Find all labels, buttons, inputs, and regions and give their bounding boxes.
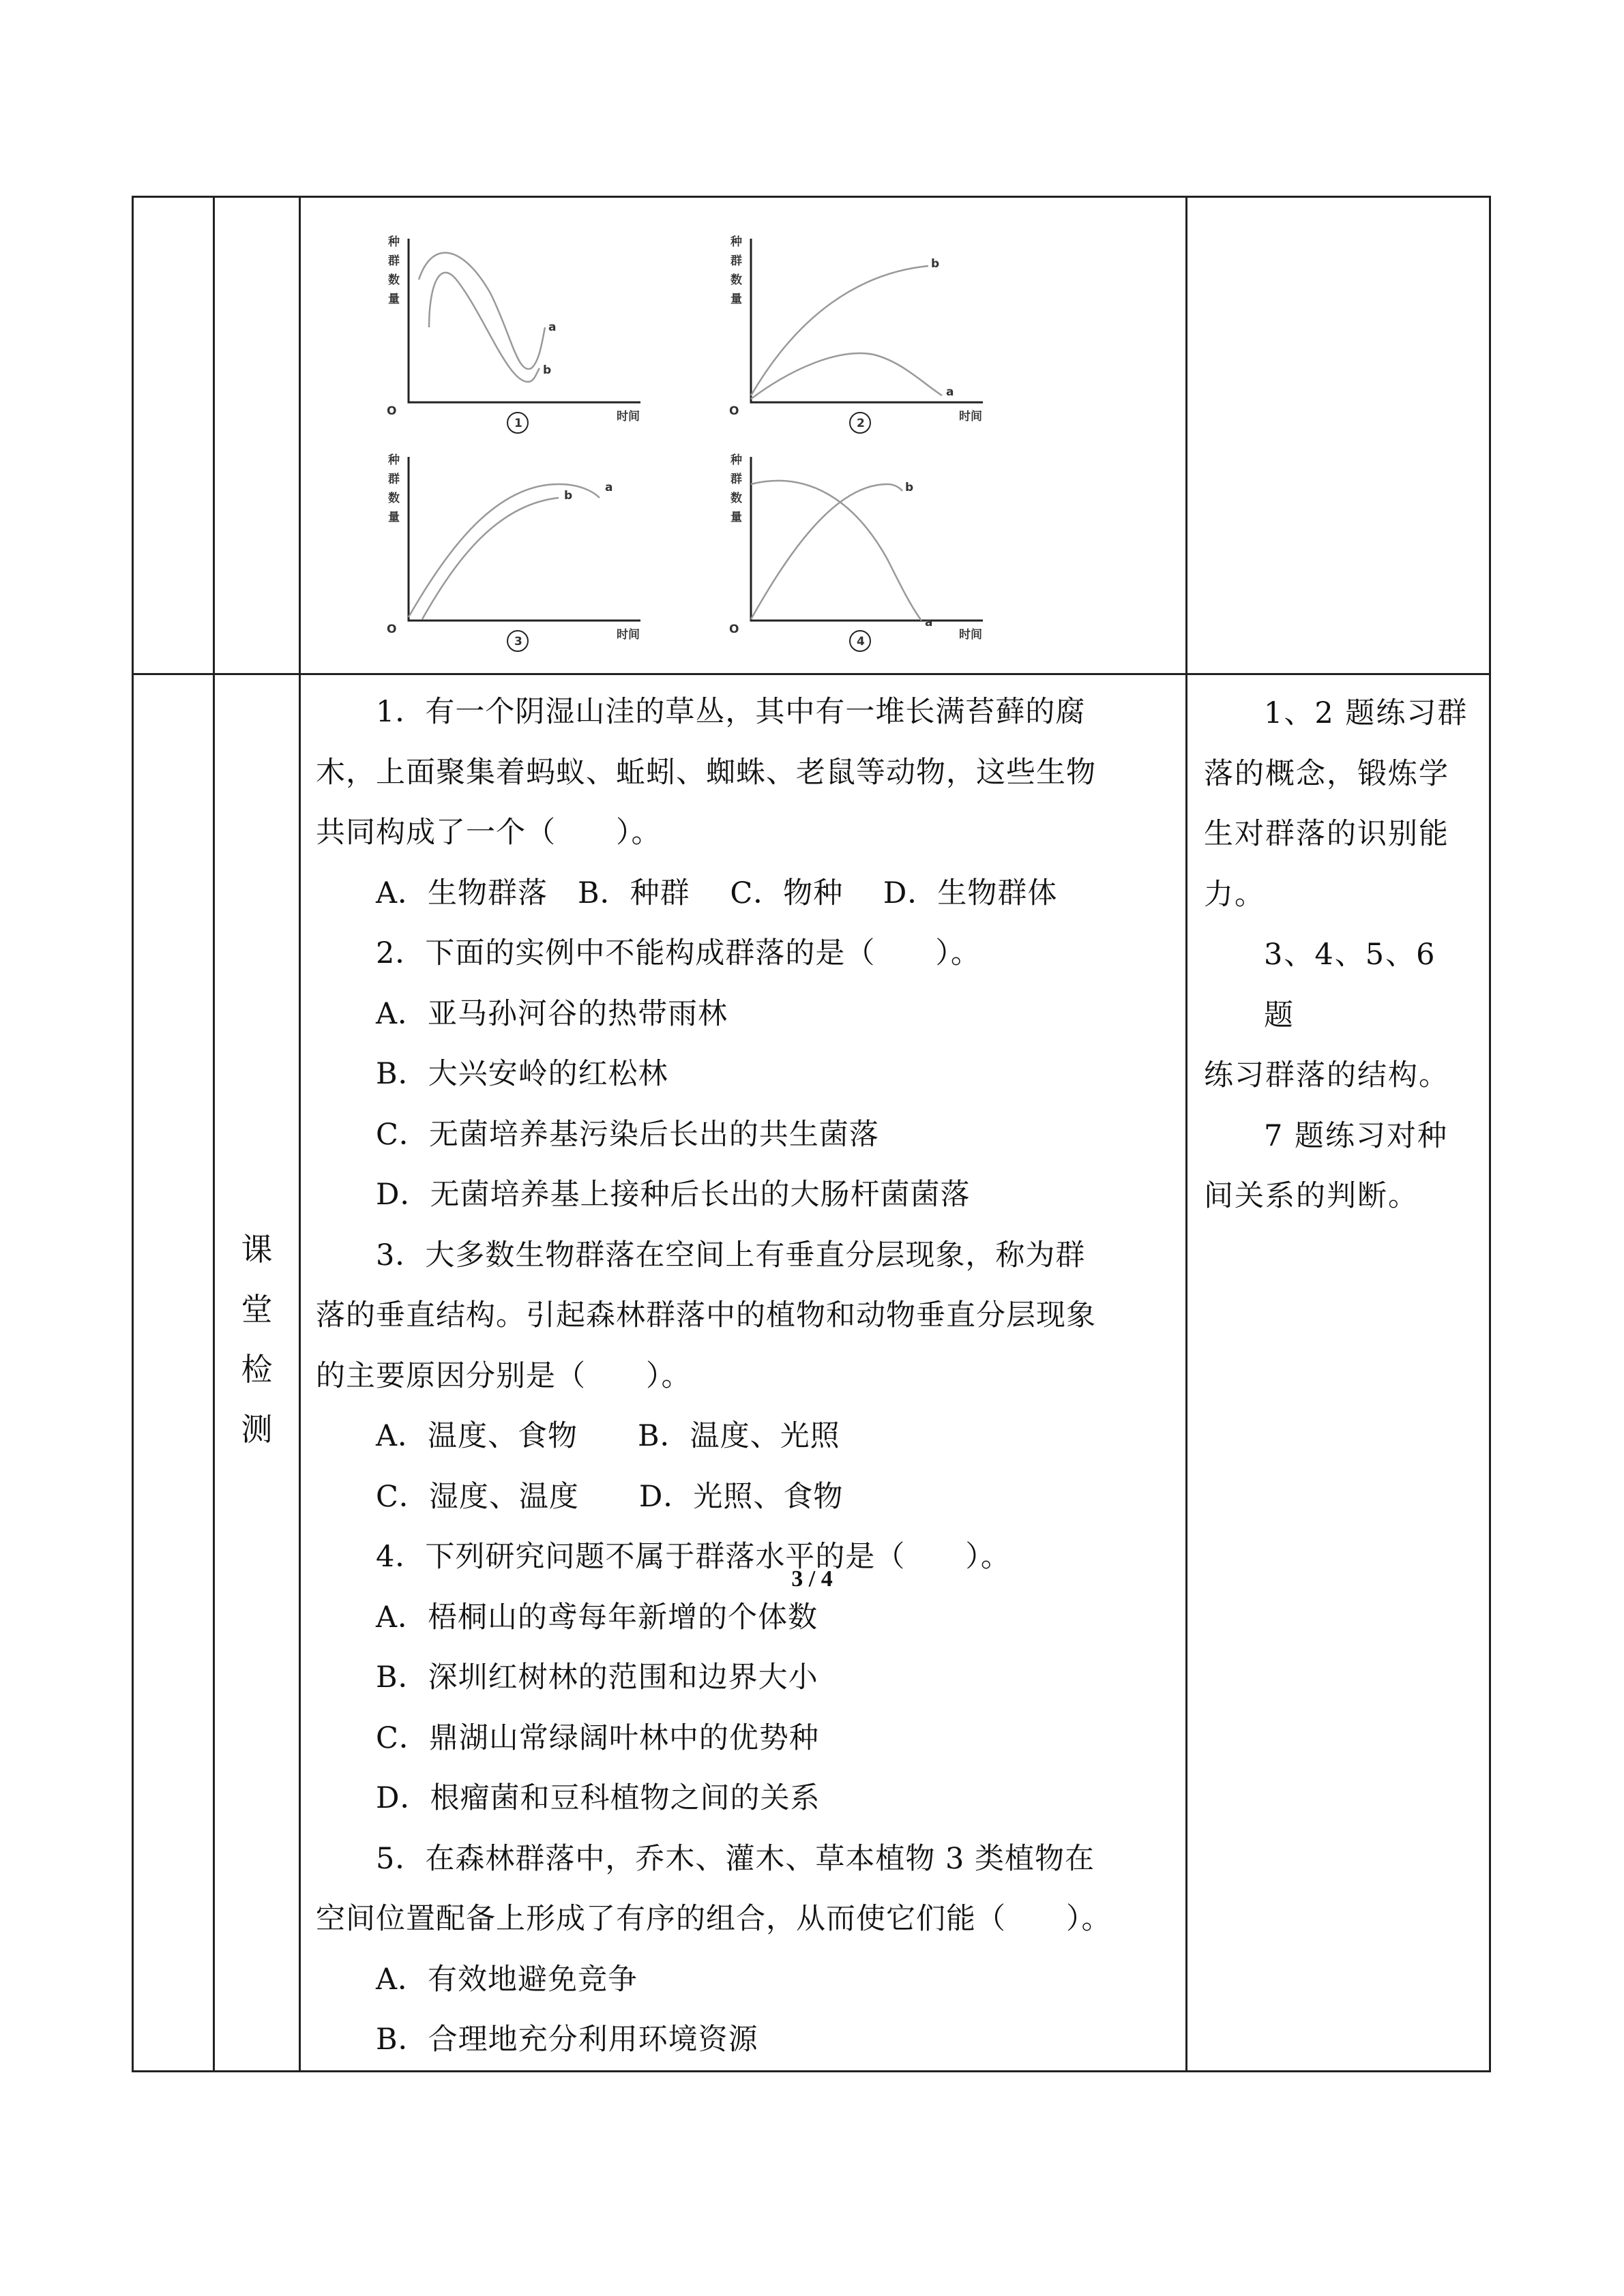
note-line: 1、2 题练习群: [1264, 696, 1468, 730]
quiz-cell: [300, 674, 1187, 2072]
axes: [751, 239, 983, 402]
quiz-line: C．湿度、温度 D．光照、食物: [376, 1479, 844, 1514]
y-axis-label-char: 种: [730, 453, 742, 467]
quiz-line: 木，上面聚集着蚂蚁、蚯蚓、蜘蛛、老鼠等动物，这些生物: [316, 755, 1096, 790]
note-line: 间关系的判断。: [1204, 1179, 1419, 1213]
quiz-row: [133, 674, 1490, 2072]
population-curve: [419, 253, 545, 369]
empty-cell: [214, 197, 300, 674]
note-line: 7 题练习对种: [1264, 1118, 1449, 1153]
quiz-line: 落的垂直结构。引起森林群落中的植物和动物垂直分层现象: [316, 1298, 1096, 1332]
population-graph: [724, 450, 1051, 655]
population-curve: [751, 481, 921, 621]
series-label: a: [605, 481, 613, 494]
origin-label: O: [387, 623, 397, 636]
quiz-text: [316, 682, 1165, 2070]
graph-number: 1: [514, 417, 522, 430]
y-axis-label-char: 种: [388, 235, 400, 249]
series-label: b: [905, 481, 914, 494]
quiz-line: C．鼎湖山常绿阔叶林中的优势种: [376, 1720, 819, 1755]
graph-svg: [724, 450, 1051, 655]
y-axis-label-char: 群: [388, 254, 400, 268]
section-label-char: 检: [241, 1351, 273, 1388]
quiz-line: 1．有一个阴湿山洼的草丛，其中有一堆长满苔藓的腐: [376, 695, 1086, 729]
origin-label: O: [729, 404, 739, 418]
y-axis-label-char: 群: [388, 473, 400, 486]
origin-label: O: [729, 623, 739, 636]
population-curve: [422, 498, 559, 619]
graph-svg: [381, 232, 709, 436]
y-axis-label-char: 量: [730, 511, 742, 524]
quiz-line: 4．下列研究问题不属于群落水平的是（ ）。: [376, 1540, 1011, 1574]
quiz-line: 5．在森林群落中，乔木、灌木、草本植物 3 类植物在: [376, 1841, 1095, 1876]
quiz-line: B．大兴安岭的红松林: [376, 1057, 668, 1091]
y-axis-label-char: 量: [388, 511, 400, 524]
note-line: 生对群落的识别能: [1204, 817, 1449, 851]
quiz-line: B．合理地充分利用环境资源: [376, 2023, 758, 2057]
section-label-char: 测: [241, 1411, 273, 1448]
quiz-line: A．有效地避免竞争: [376, 1962, 638, 1997]
graph-number: 3: [514, 635, 522, 648]
population-curve: [751, 484, 902, 619]
quiz-line: 的主要原因分别是（ ）。: [316, 1358, 692, 1393]
note-line: 3、4、5、6 题: [1264, 938, 1436, 1032]
empty-cell: [133, 674, 214, 2072]
graph-number: 4: [857, 635, 865, 648]
y-axis-label-char: 群: [730, 254, 742, 268]
quiz-line: C．无菌培养基污染后长出的共生菌落: [376, 1117, 879, 1152]
quiz-line: A．温度、食物 B．温度、光照: [376, 1419, 840, 1453]
axes: [409, 239, 640, 402]
y-axis-label-char: 群: [730, 473, 742, 486]
y-axis-label-char: 数: [388, 273, 400, 287]
quiz-line: 共同构成了一个（ ）。: [316, 816, 662, 850]
x-axis-label: 时间: [959, 410, 982, 423]
population-curve: [751, 266, 928, 396]
x-axis-label: 时间: [617, 628, 640, 642]
y-axis-label-char: 数: [388, 492, 400, 505]
section-label-cell: [214, 674, 300, 2072]
note-line: 力。: [1204, 877, 1265, 912]
x-axis-label: 时间: [617, 410, 640, 423]
series-label: b: [931, 257, 940, 271]
y-axis-label-char: 种: [730, 235, 742, 249]
population-graph: [724, 232, 1051, 436]
x-axis-label: 时间: [959, 628, 982, 642]
section-label: [215, 675, 299, 1459]
quiz-line: 3．大多数生物群落在空间上有垂直分层现象，称为群: [376, 1238, 1086, 1272]
y-axis-label-char: 数: [730, 492, 742, 505]
quiz-line: D．无菌培养基上接种后长出的大肠杆菌菌落: [376, 1178, 971, 1212]
page-table: [132, 196, 1491, 2072]
graph-svg: [381, 450, 709, 655]
quiz-line: 2．下面的实例中不能构成群落的是（ ）。: [376, 936, 981, 970]
quiz-line: A．梧桐山的鸢每年新增的个体数: [376, 1600, 818, 1635]
population-curve: [751, 353, 942, 399]
graphs-cell: [300, 197, 1187, 674]
graphs-row: [133, 197, 1490, 674]
quiz-line: 空间位置配备上形成了有序的组合，从而使它们能（ ）。: [316, 1902, 1112, 1936]
empty-cell: [1187, 197, 1490, 674]
origin-label: O: [387, 404, 397, 418]
population-curve: [409, 484, 600, 617]
graph-number: 2: [857, 417, 865, 430]
series-label: a: [946, 385, 954, 399]
series-label: a: [925, 616, 933, 629]
section-label-char: 课: [241, 1231, 273, 1268]
note-line: 落的概念，锻炼学: [1204, 756, 1449, 791]
population-graph: [381, 232, 709, 436]
page-number: 3 / 4: [791, 1566, 833, 1592]
quiz-line: B．深圳红树林的范围和边界大小: [376, 1660, 818, 1695]
y-axis-label-char: 数: [730, 273, 742, 287]
quiz-line: A．亚马孙河谷的热带雨林: [376, 996, 728, 1031]
quiz-line: D．根瘤菌和豆科植物之间的关系: [376, 1781, 821, 1815]
y-axis-label-char: 种: [388, 453, 400, 467]
notes-cell: [1187, 674, 1490, 2072]
y-axis-label-char: 量: [388, 293, 400, 306]
population-graph: [381, 450, 709, 655]
y-axis-label-char: 量: [730, 293, 742, 306]
quiz-line: A．生物群落 B．种群 C．物种 D．生物群体: [376, 876, 1058, 910]
series-label: a: [548, 320, 557, 334]
graph-svg: [724, 232, 1051, 436]
series-label: b: [564, 489, 573, 503]
empty-cell: [133, 197, 214, 674]
series-label: b: [543, 363, 552, 377]
teaching-notes: [1204, 683, 1471, 1227]
note-line: 练习群落的结构。: [1204, 1058, 1449, 1092]
section-label-char: 堂: [241, 1291, 273, 1328]
